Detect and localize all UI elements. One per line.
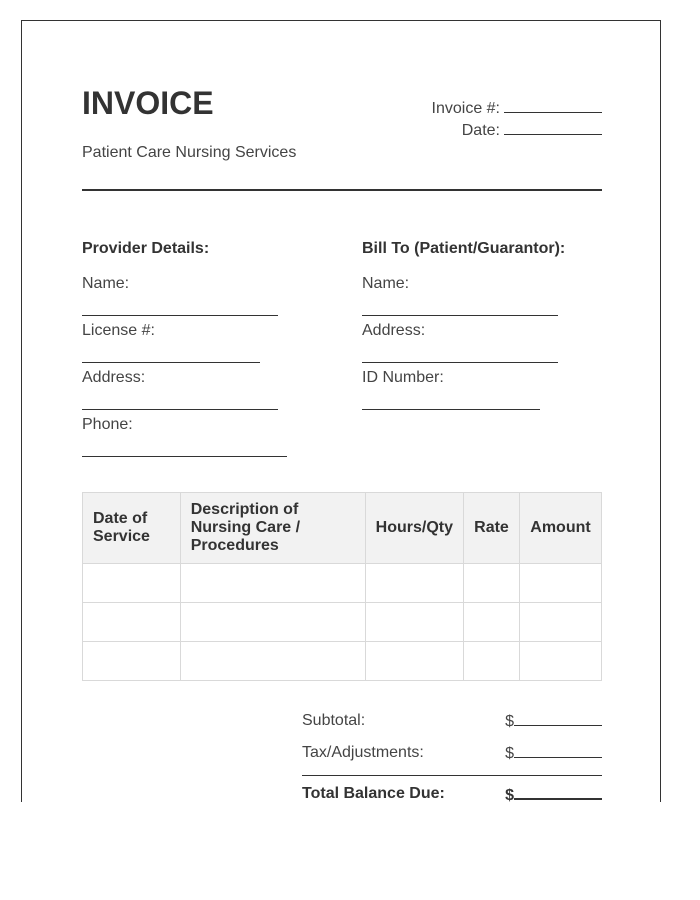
total-field[interactable] xyxy=(514,782,602,800)
table-row xyxy=(83,603,602,642)
col-header-date: Date of Service xyxy=(83,493,181,564)
invoice-number-label: Invoice #: xyxy=(431,100,500,117)
bill-to-name-label: Name: xyxy=(362,275,410,292)
table-row xyxy=(83,642,602,681)
table-cell[interactable] xyxy=(365,642,463,681)
subtotal-field[interactable] xyxy=(514,709,602,726)
bill-to-id-field xyxy=(362,369,582,410)
table-cell[interactable] xyxy=(180,564,365,603)
col-header-description: Description of Nursing Care / Procedures xyxy=(180,493,365,564)
invoice-number-row xyxy=(432,98,602,120)
table-cell[interactable] xyxy=(519,642,601,681)
bill-to-name-field xyxy=(362,275,582,316)
provider-license-label: License #: xyxy=(82,322,155,339)
table-cell[interactable] xyxy=(365,603,463,642)
bill-to-id-input[interactable] xyxy=(362,387,540,410)
table-cell[interactable] xyxy=(519,603,601,642)
table-header-row xyxy=(83,493,602,564)
provider-phone-input[interactable] xyxy=(82,434,287,457)
tax-value xyxy=(505,741,602,766)
currency-symbol: $ xyxy=(505,787,514,804)
col-header-rate: Rate xyxy=(464,493,520,564)
invoice-title: INVOICE xyxy=(82,85,214,121)
provider-phone-field xyxy=(82,416,302,457)
provider-name-input[interactable] xyxy=(82,293,278,316)
invoice-date-label: Date: xyxy=(461,122,500,139)
currency-symbol: $ xyxy=(505,745,514,762)
subtotal-row xyxy=(302,709,602,741)
table-cell[interactable] xyxy=(83,642,181,681)
total-row xyxy=(302,782,602,814)
bill-to-id-label: ID Number: xyxy=(362,369,444,386)
currency-symbol: $ xyxy=(505,713,514,730)
table-cell[interactable] xyxy=(464,564,520,603)
total-value xyxy=(505,782,602,808)
provider-address-label: Address: xyxy=(82,369,146,386)
total-label: Total Balance Due: xyxy=(302,785,445,802)
provider-details-heading: Provider Details: xyxy=(82,240,210,257)
provider-name-label: Name: xyxy=(82,275,130,292)
totals-section xyxy=(302,709,602,814)
tax-row xyxy=(302,741,602,773)
table-cell[interactable] xyxy=(464,603,520,642)
table-cell[interactable] xyxy=(83,564,181,603)
bill-to-section xyxy=(362,239,582,416)
invoice-meta xyxy=(432,98,602,142)
tax-field[interactable] xyxy=(514,741,602,758)
provider-name-field xyxy=(82,275,302,316)
table-cell[interactable] xyxy=(365,564,463,603)
provider-phone-label: Phone: xyxy=(82,416,133,433)
invoice-date-row xyxy=(432,120,602,142)
totals-divider xyxy=(302,775,602,776)
table-cell[interactable] xyxy=(464,642,520,681)
provider-details-section xyxy=(82,239,302,463)
invoice-subtitle: Patient Care Nursing Services xyxy=(82,144,297,161)
invoice-number-field[interactable] xyxy=(504,98,602,113)
table-row xyxy=(83,564,602,603)
invoice-date-field[interactable] xyxy=(504,120,602,135)
provider-license-input[interactable] xyxy=(82,340,260,363)
col-header-amount: Amount xyxy=(519,493,601,564)
bill-to-name-input[interactable] xyxy=(362,293,558,316)
header-divider xyxy=(82,189,602,191)
subtotal-value xyxy=(505,709,602,734)
subtotal-label: Subtotal: xyxy=(302,712,366,729)
bill-to-address-input[interactable] xyxy=(362,340,558,363)
table-cell[interactable] xyxy=(180,603,365,642)
provider-address-field xyxy=(82,369,302,410)
bill-to-heading: Bill To (Patient/Guarantor): xyxy=(362,240,566,257)
services-table xyxy=(82,492,602,681)
bill-to-address-field xyxy=(362,322,582,363)
table-cell[interactable] xyxy=(83,603,181,642)
invoice-sheet xyxy=(21,20,661,802)
table-cell[interactable] xyxy=(180,642,365,681)
bill-to-address-label: Address: xyxy=(362,322,426,339)
provider-license-field xyxy=(82,322,302,363)
tax-label: Tax/Adjustments: xyxy=(302,744,424,761)
col-header-hours: Hours/Qty xyxy=(365,493,463,564)
table-cell[interactable] xyxy=(519,564,601,603)
provider-address-input[interactable] xyxy=(82,387,278,410)
